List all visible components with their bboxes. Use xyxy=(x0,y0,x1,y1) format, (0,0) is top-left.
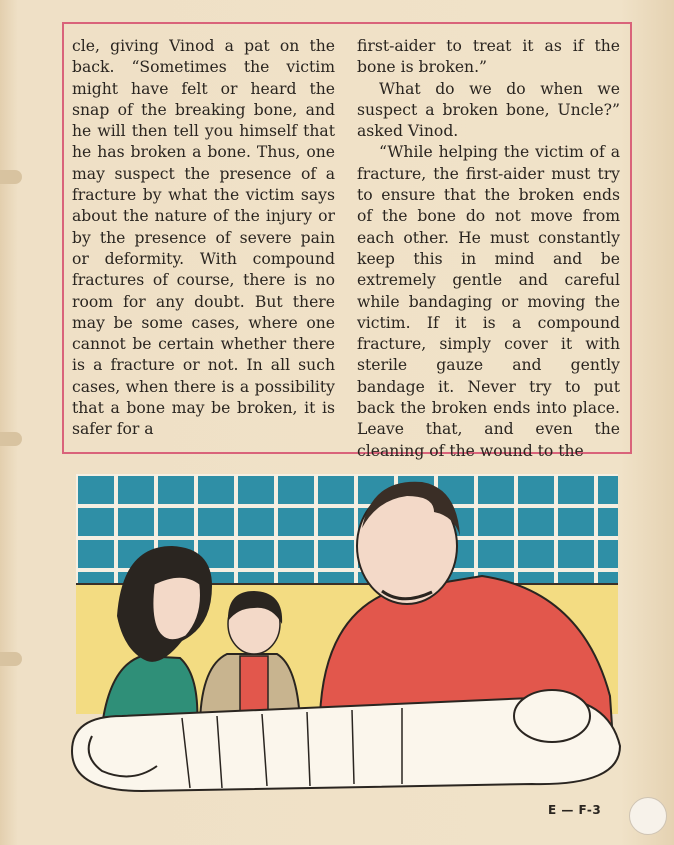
binding-hole xyxy=(0,170,22,184)
paragraph: What do we do when we suspect a broken bone, Uncle?” asked Vinod. xyxy=(357,79,620,141)
paragraph: first-aider to treat it as if the bone is broken.” xyxy=(357,37,620,77)
first-aid-illustration xyxy=(62,466,632,811)
text-frame xyxy=(62,22,632,460)
right-column xyxy=(357,36,620,462)
binding-hole xyxy=(0,652,22,666)
left-column xyxy=(72,36,335,441)
page-number: E — F-3 xyxy=(548,803,602,817)
binding-hole xyxy=(0,432,22,446)
library-stamp xyxy=(629,797,667,835)
paragraph: cle, giving Vinod a pat on the back. “Sometimes the victim might have felt or heard the snap of the breaking bone, and he will then tell you himself that he has broken a bone. Thus, one may suspect the presence of a fracture by what the victim says about the nature of the injury or by the presence of severe pain or deformity. With compound fractures of course, there is no room for any doubt. But there may be some cases, where one cannot be certain whether there is a fracture or not. In all such cases, when there is a possibility that a bone may be broken, it is safer for a xyxy=(72,37,335,439)
paragraph: “While helping the victim of a fracture, the first-aider must try to ensure that the broken ends of the bone do not move from each other. He must constantly keep this in mind and be extremely gentle and careful while bandaging or moving the victim. If it is a compound fracture, simply cover it with sterile gauze and gently bandage it. Never try to put back the broken ends into place. Leave that, and even the cleaning of the wound to the xyxy=(357,143,620,460)
